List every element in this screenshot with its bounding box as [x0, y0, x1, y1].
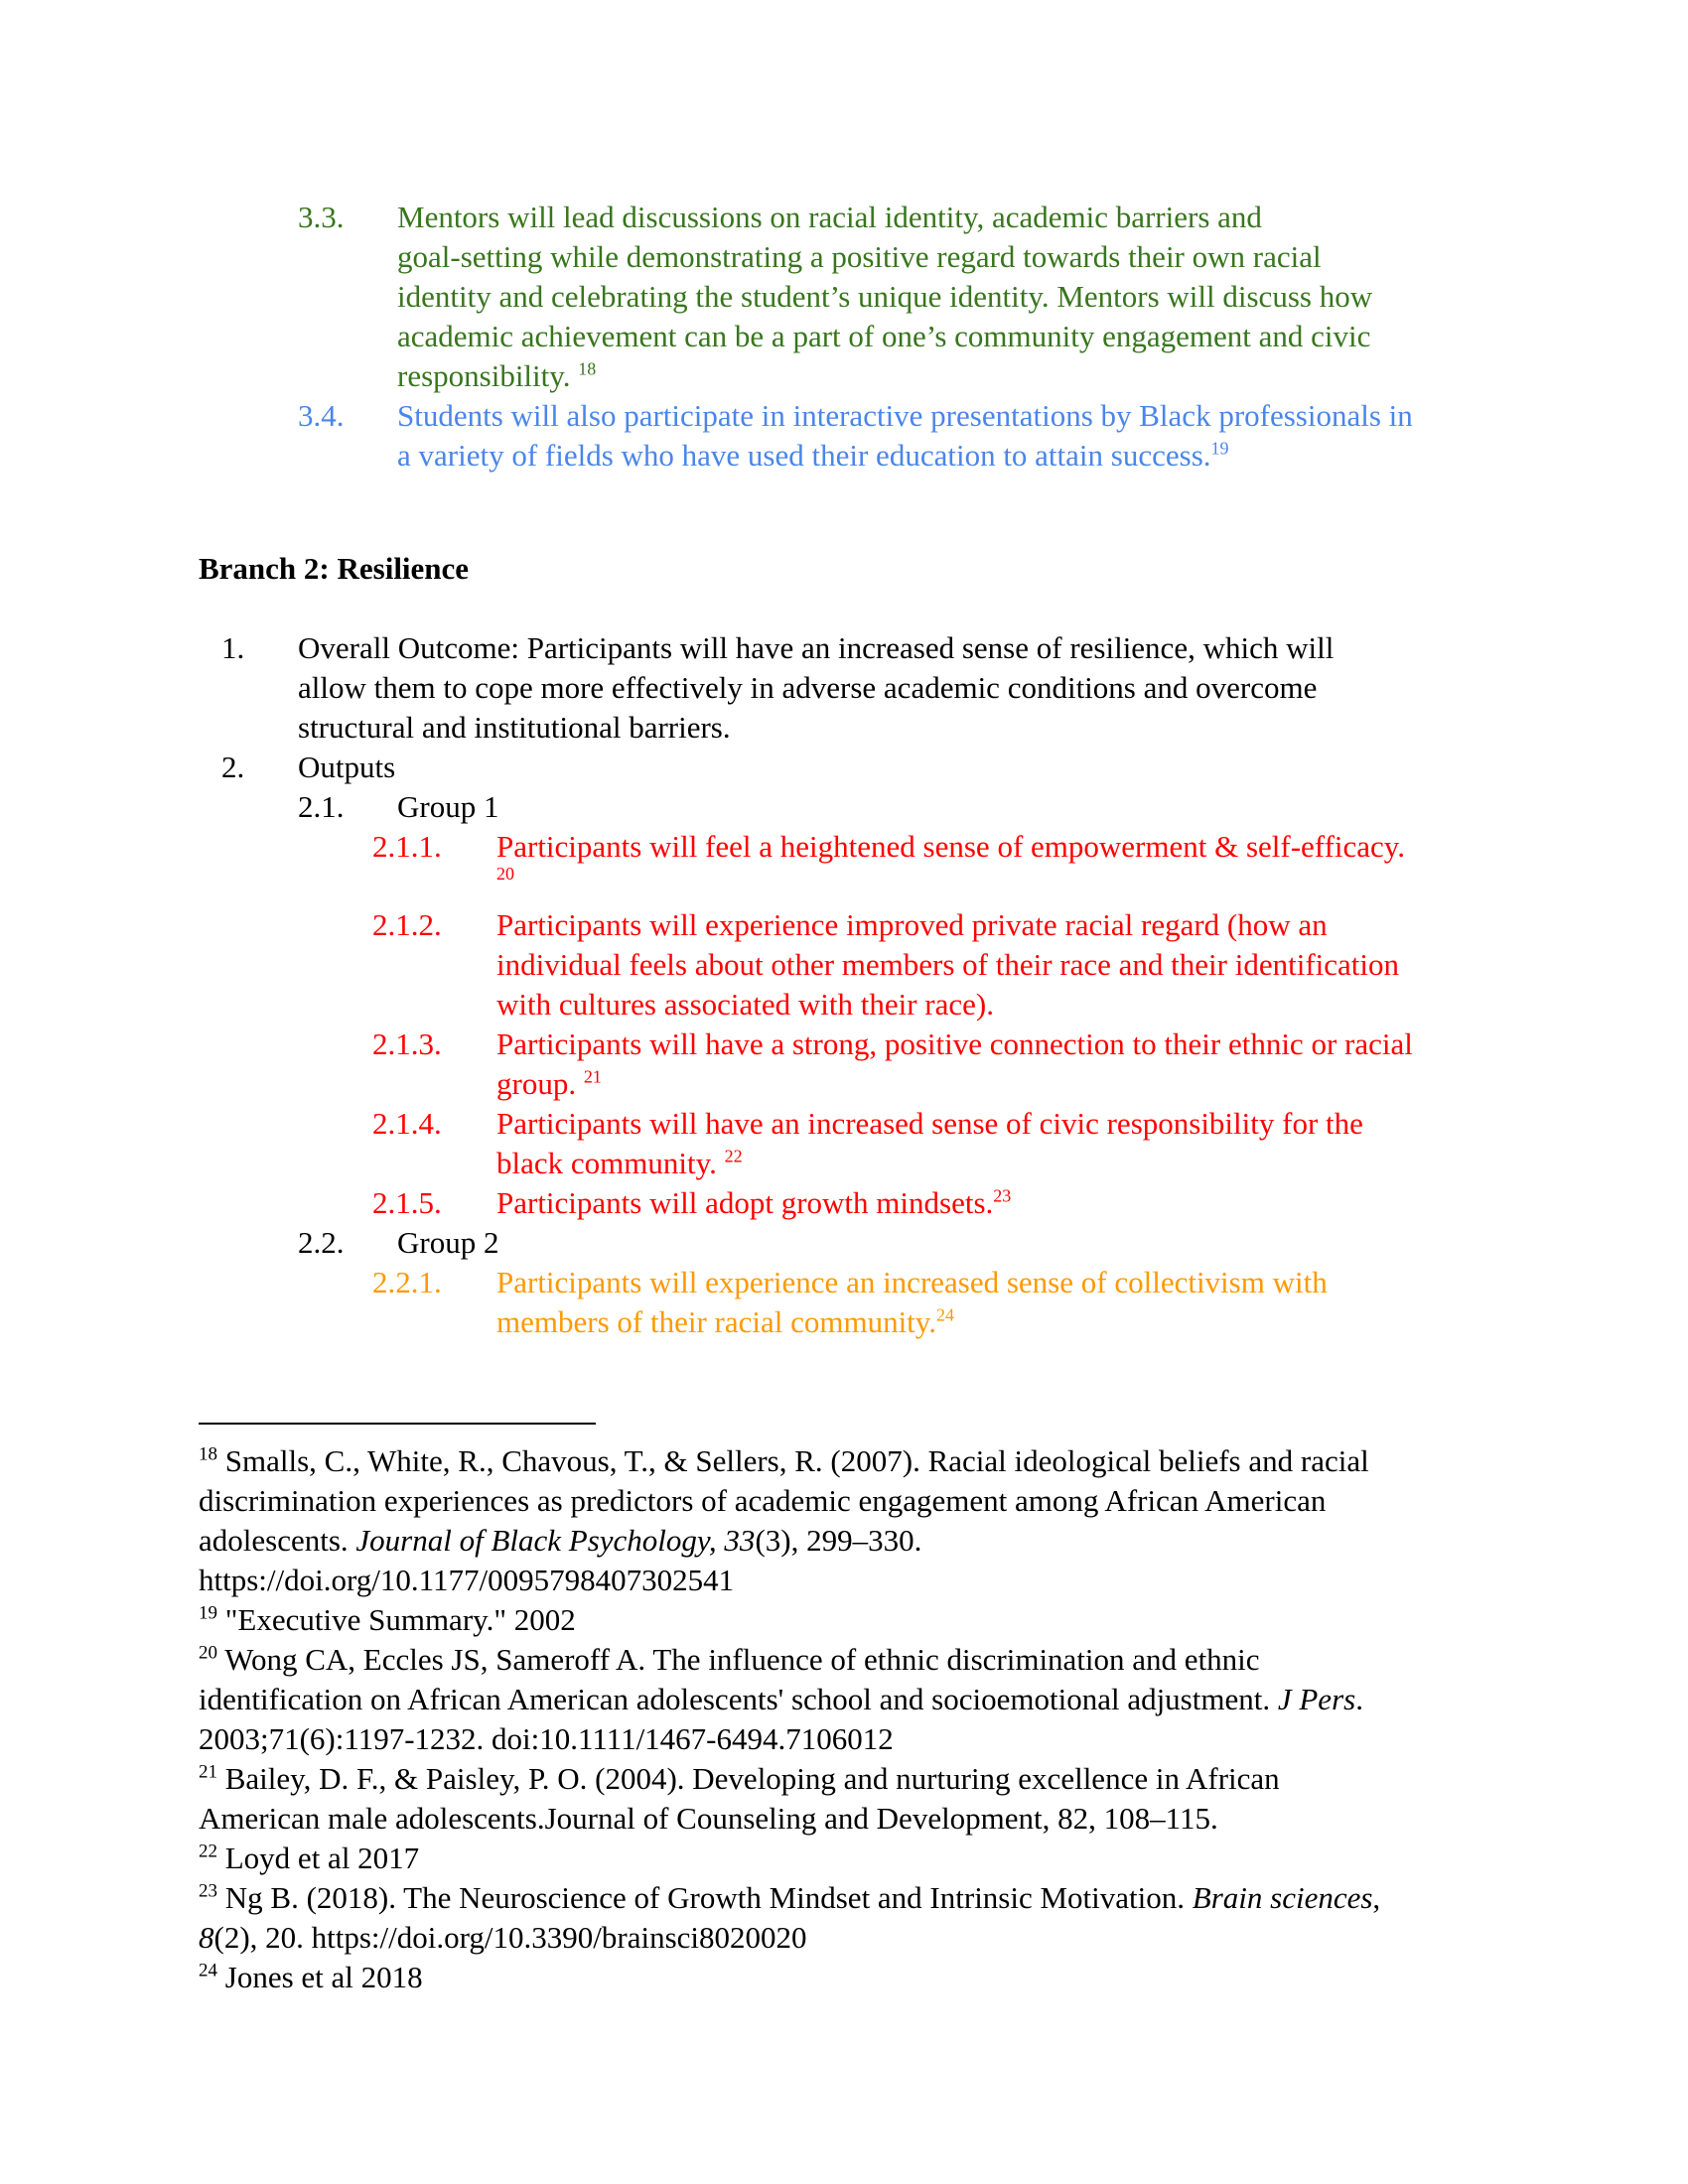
footnote-ref[interactable]: 18	[578, 358, 597, 379]
item-number: 2.1.	[298, 789, 345, 824]
footnote-23: $^{23}$ Ng B. (2018). The Neuroscience of Growth Mindset and Intrinsic Motivation. Brain sciences,	[199, 1880, 1381, 1915]
footnote-18: $^{18}$ Smalls, C., White, R., Chavous, T., & Sellers, R. (2007). Racial ideological beliefs and racial	[199, 1443, 1369, 1478]
item-label: Group 2	[397, 1225, 499, 1260]
item-line: with cultures associated with their race).	[496, 987, 994, 1022]
item-line: academic achievement can be a part of one’s community engagement and civic	[397, 319, 1371, 353]
footnote-line: identification on African American adolescents' school and socioemotional adjustment. J Pers.	[199, 1682, 1363, 1716]
item-line: a variety of fields who have used their education to attain success.$^{19}$	[397, 438, 1229, 473]
item-number: 2.	[221, 750, 245, 784]
item-line: goal-setting while demonstrating a positive regard towards their own racial	[397, 239, 1322, 274]
footnote-ref[interactable]: 19	[1210, 438, 1229, 459]
footnote-20: $^{20}$ Wong CA, Eccles JS, Sameroff A. The influence of ethnic discrimination and ethnic	[199, 1642, 1260, 1677]
item-number: 2.2.1.	[372, 1265, 442, 1299]
item-number: 2.1.2.	[372, 907, 442, 942]
footnote-line: 2003;71(6):1197-1232. doi:10.1111/1467-6494.7106012	[199, 1721, 894, 1756]
item-line: Participants will have a strong, positive connection to their ethnic or racial	[496, 1026, 1413, 1061]
footnote-separator	[199, 1423, 596, 1425]
footnote-24: $^{24}$ Jones et al 2018	[199, 1960, 423, 1994]
item-line: black community. $^{22}$	[496, 1146, 743, 1180]
item-line: Participants will experience improved private racial regard (how an	[496, 907, 1328, 942]
footnote-line: discrimination experiences as predictors of academic engagement among African American	[199, 1483, 1327, 1518]
section-heading: Branch 2: Resilience	[199, 551, 470, 586]
item-number: 2.1.3.	[372, 1026, 442, 1061]
footnote-22: $^{22}$ Loyd et al 2017	[199, 1841, 420, 1875]
item-line: identity and celebrating the student’s unique identity. Mentors will discuss how	[397, 279, 1373, 314]
footnote-link[interactable]: https://doi.org/10.1177/0095798407302541	[199, 1563, 735, 1597]
item-line: Participants will experience an increased sense of collectivism with	[496, 1265, 1328, 1299]
item-line: members of their racial community.$^{24}$	[496, 1304, 955, 1339]
item-line: Participants will feel a heightened sense of empowerment & self-efficacy.	[496, 829, 1406, 864]
item-number: 1.	[221, 630, 245, 665]
footnote-21: $^{21}$ Bailey, D. F., & Paisley, P. O. (2004). Developing and nurturing excellence in African	[199, 1761, 1280, 1796]
item-label: Group 1	[397, 789, 499, 824]
footnote-ref[interactable]: 23	[993, 1185, 1012, 1206]
item-line: Participants will adopt growth mindsets.$^{23}$	[496, 1185, 1012, 1220]
item-line: Overall Outcome: Participants will have an increased sense of resilience, which will	[298, 630, 1335, 665]
footnote-ref[interactable]: 24	[936, 1304, 955, 1325]
item-number: 3.3.	[298, 200, 345, 234]
footnote-line: 8(2), 20. https://doi.org/10.3390/brainsci8020020	[199, 1920, 807, 1955]
item-number: 2.2.	[298, 1225, 345, 1260]
item-number: 2.1.4.	[372, 1106, 442, 1141]
item-line: group. $^{21}$	[496, 1066, 602, 1101]
item-line: structural and institutional barriers.	[298, 710, 731, 745]
item-line: Mentors will lead discussions on racial identity, academic barriers and	[397, 200, 1262, 234]
item-line: Participants will have an increased sense of civic responsibility for the	[496, 1106, 1363, 1141]
item-line: allow them to cope more effectively in adverse academic conditions and overcome	[298, 670, 1318, 705]
item-line: responsibility. $^{18}$	[397, 358, 597, 393]
item-number: 2.1.1.	[372, 829, 442, 864]
footnote-ref[interactable]: 22	[724, 1146, 743, 1166]
item-label: Outputs	[298, 750, 396, 784]
footnote-ref[interactable]: 21	[583, 1066, 602, 1087]
footnote-line: American male adolescents.Journal of Counseling and Development, 82, 108–115.	[199, 1801, 1218, 1836]
item-line: Students will also participate in interactive presentations by Black professionals in	[397, 398, 1413, 433]
footnote-19: $^{19}$ "Executive Summary." 2002	[199, 1602, 576, 1637]
footnote-line: adolescents. Journal of Black Psychology, 33(3), 299–330.	[199, 1523, 922, 1558]
item-number: 2.1.5.	[372, 1185, 442, 1220]
item-line: individual feels about other members of their race and their identification	[496, 947, 1400, 982]
item-number: 3.4.	[298, 398, 345, 433]
footnote-ref[interactable]: 20	[496, 864, 514, 884]
